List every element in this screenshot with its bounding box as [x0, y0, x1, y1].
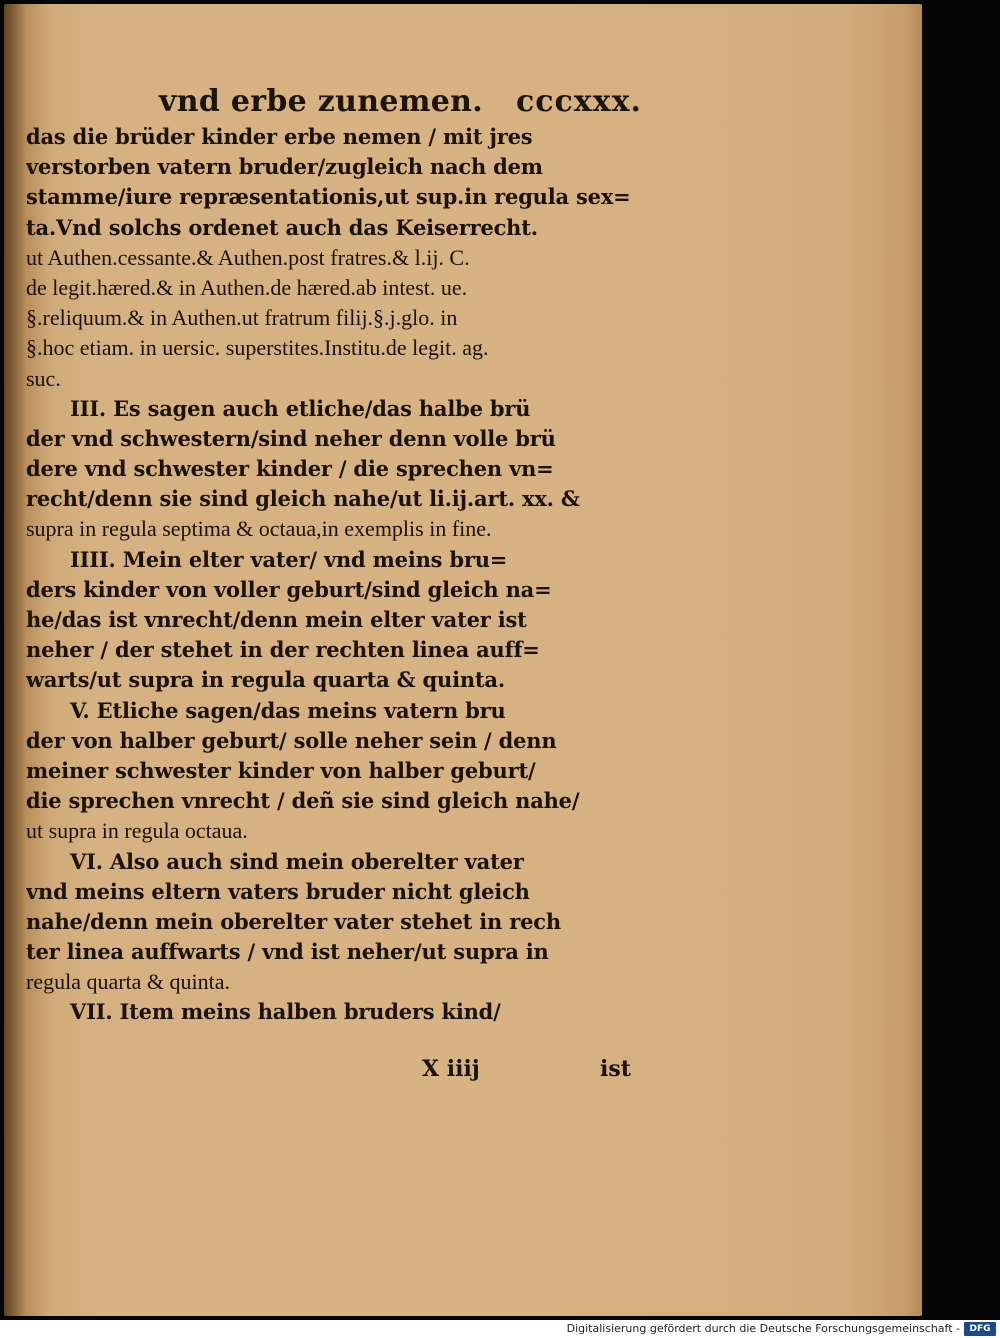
text-line: das die brüder kinder erbe nemen / mit jres [26, 124, 533, 149]
text-line: warts/ut supra in regula quarta & quinta. [26, 667, 505, 693]
dfg-logo: DFG [964, 1322, 996, 1336]
text-line: he/das ist vnrecht/denn mein elter vater ist [26, 607, 527, 632]
text-line: recht/denn sie sind gleich nahe/ut li.ij.art. xx. & [26, 486, 580, 512]
text-block [26, 122, 646, 1028]
text-line: stamme/iure repræsentationis,ut sup.in regula sex= [26, 184, 631, 210]
text-line: ders kinder von voller geburt/sind gleich na= [26, 576, 552, 602]
catchword: ist [600, 1056, 631, 1082]
signature-mark: X iiij [422, 1056, 480, 1082]
text-line: verstorben vatern bruder/zugleich nach dem [26, 154, 543, 180]
text-line: III. Es sagen auch etliche/das halbe brü [70, 395, 531, 421]
text-line: vnd meins eltern vaters bruder nicht gleich [26, 878, 530, 904]
text-line: der vnd schwestern/sind neher denn volle brü [26, 425, 556, 451]
text-line: suc. [26, 365, 61, 391]
text-line: de legit.hæred.& in Authen.de hæred.ab intest. ue. [26, 274, 468, 300]
book-page [4, 4, 922, 1316]
text-line: ut Authen.cessante.& Authen.post fratres.& l.ij. C. [26, 244, 470, 270]
text-line: VI. Also auch sind mein oberelter vater [70, 848, 524, 874]
footer-credit: Digitalisierung gefördert durch die Deutsche Forschungsgemeinschaft - [566, 1322, 960, 1335]
text-line: regula quarta & quinta. [26, 969, 231, 995]
folio-number: cccxxx. [516, 84, 642, 119]
text-line: IIII. Mein elter vater/ vnd meins bru= [70, 546, 508, 572]
text-line: V. Etliche sagen/das meins vatern bru [70, 697, 506, 723]
text-line: dere vnd schwester kinder / die sprechen vn= [26, 456, 554, 482]
text-line: §.hoc etiam. in uersic. superstites.Institu.de legit. ag. [26, 335, 489, 361]
text-line: ut supra in regula octaua. [26, 818, 248, 844]
text-line: neher / der stehet in der rechten linea auff= [26, 637, 540, 663]
text-line: meiner schwester kinder von halber geburt/ [26, 757, 536, 783]
text-line: supra in regula septima & octaua,in exemplis in fine. [26, 516, 492, 542]
spine-shadow [4, 4, 26, 1316]
text-line: ter linea auffwarts / vnd ist neher/ut supra in [26, 939, 549, 965]
text-line: der von halber geburt/ solle neher sein / denn [26, 727, 557, 753]
text-line: VII. Item meins halben bruders kind/ [70, 999, 501, 1025]
running-head: vnd erbe zunemen. [159, 84, 483, 119]
text-line: §.reliquum.& in Authen.ut fratrum filij.§.j.glo. in [26, 305, 458, 331]
text-line: die sprechen vnrecht / deñ sie sind gleich nahe/ [26, 788, 580, 814]
text-line: nahe/denn mein oberelter vater stehet in rech [26, 908, 561, 934]
text-line: ta.Vnd solchs ordenet auch das Keiserrecht. [26, 214, 538, 240]
